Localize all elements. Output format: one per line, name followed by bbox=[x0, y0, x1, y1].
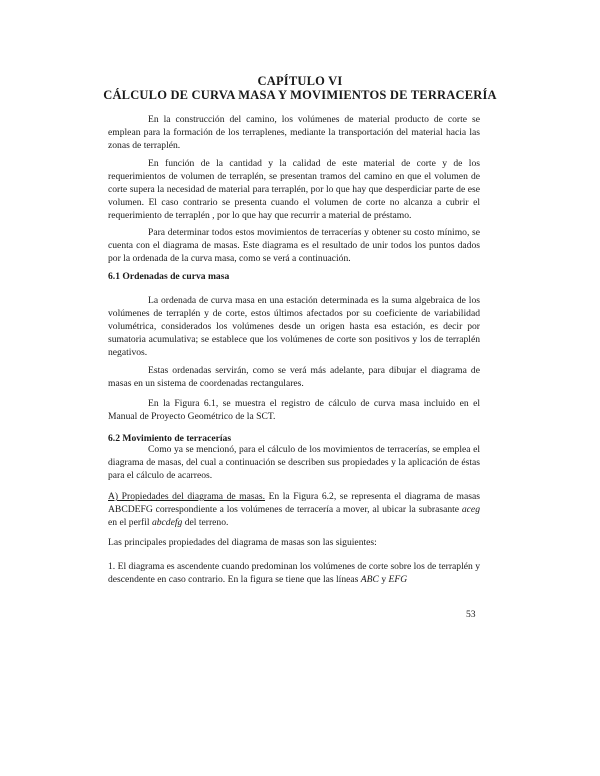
paragraph-3: Para determinar todos estos movimientos de terracerías y obtener su costo mínimo, se cuenta con el diagrama de masas. Este diagrama es el resultado de unir todos los puntos dados por la ordenada de la curva masa, como se verá a continuación. bbox=[108, 227, 480, 264]
chapter-label: CAPÍTULO VI bbox=[257, 74, 343, 88]
line-abc-label: ABC bbox=[360, 574, 379, 585]
profile-label: abcdefg bbox=[151, 517, 183, 528]
paragraph-4: La ordenada de curva masa en una estación determinada es la suma algebraica de los volúmenes de terraplén y de corte, estos últimos afectados por su coeficiente de variabilidad volumétrica, considerados los volúmenes desde un origen hasta esa estación, es decir por sumatoria acumulativa; se establece que los volúmenes de corte son positivos y los de terraplén negativos. bbox=[108, 295, 480, 358]
paragraph-8-text-c: del terreno. bbox=[182, 517, 229, 528]
paragraph-10 bbox=[108, 560, 480, 586]
paragraph-1: En la construcción del camino, los volúmenes de material producto de corte se emplean para la formación de los terraplenes, mediante la transportación del material hacia las zonas de terraplén. bbox=[108, 114, 480, 151]
paragraph-8-text-a: En la Figura 6.2, se representa el diagrama de masas ABCDEFG correspondiente a los volúmenes de terracería a mover, al ubicar la subrasante bbox=[108, 491, 480, 515]
line-efg-label: EFG bbox=[388, 574, 408, 585]
section-heading-6-2: 6.2 Movimiento de terracerías bbox=[108, 433, 232, 444]
properties-subheading: A) Propiedades del diagrama de masas. bbox=[108, 491, 266, 502]
paragraph-10-text-a: 1. El diagrama es ascendente cuando predominan los volúmenes de corte sobre los de terraplén y descendente en caso contrario. En la figura se tiene que las líneas bbox=[108, 561, 480, 585]
paragraph-6: En la Figura 6.1, se muestra el registro de cálculo de curva masa incluido en el Manual de Proyecto Geométrico de la SCT. bbox=[108, 398, 480, 422]
paragraph-8-text-b: en el perfil bbox=[108, 517, 152, 528]
paragraph-2: En función de la cantidad y la calidad de este material de corte y de los requerimientos de volumen de terraplén, se presentan tramos del camino en que el volumen de corte supera la necesidad de material para terraplén, por lo que hay que desperdiciar parte de ese volumen. El caso contrario se presenta cuando el volumen de corte no alcanza a cubrir el requerimiento de terraplén , por lo que hay que recurrir a material de préstamo. bbox=[108, 158, 480, 221]
paragraph-8 bbox=[108, 490, 480, 529]
chapter-title: CÁLCULO DE CURVA MASA Y MOVIMIENTOS DE TERRACERÍA bbox=[103, 88, 497, 102]
paragraph-7: Como ya se mencionó, para el cálculo de los movimientos de terracerías, se emplea el diagrama de masas, del cual a continuación se describen sus propiedades y la aplicación de éstas para el cálculo de acarreos. bbox=[108, 444, 480, 481]
paragraph-10-text-b: y bbox=[378, 574, 389, 585]
section-heading-6-1: 6.1 Ordenadas de curva masa bbox=[108, 271, 230, 282]
subrasante-label: aceg bbox=[461, 504, 480, 515]
paragraph-9: Las principales propiedades del diagrama de masas son las siguientes: bbox=[108, 537, 377, 548]
paragraph-5: Estas ordenadas servirán, como se verá más adelante, para dibujar el diagrama de masas en un sistema de coordenadas rectangulares. bbox=[108, 365, 480, 389]
page-number: 53 bbox=[466, 609, 476, 620]
